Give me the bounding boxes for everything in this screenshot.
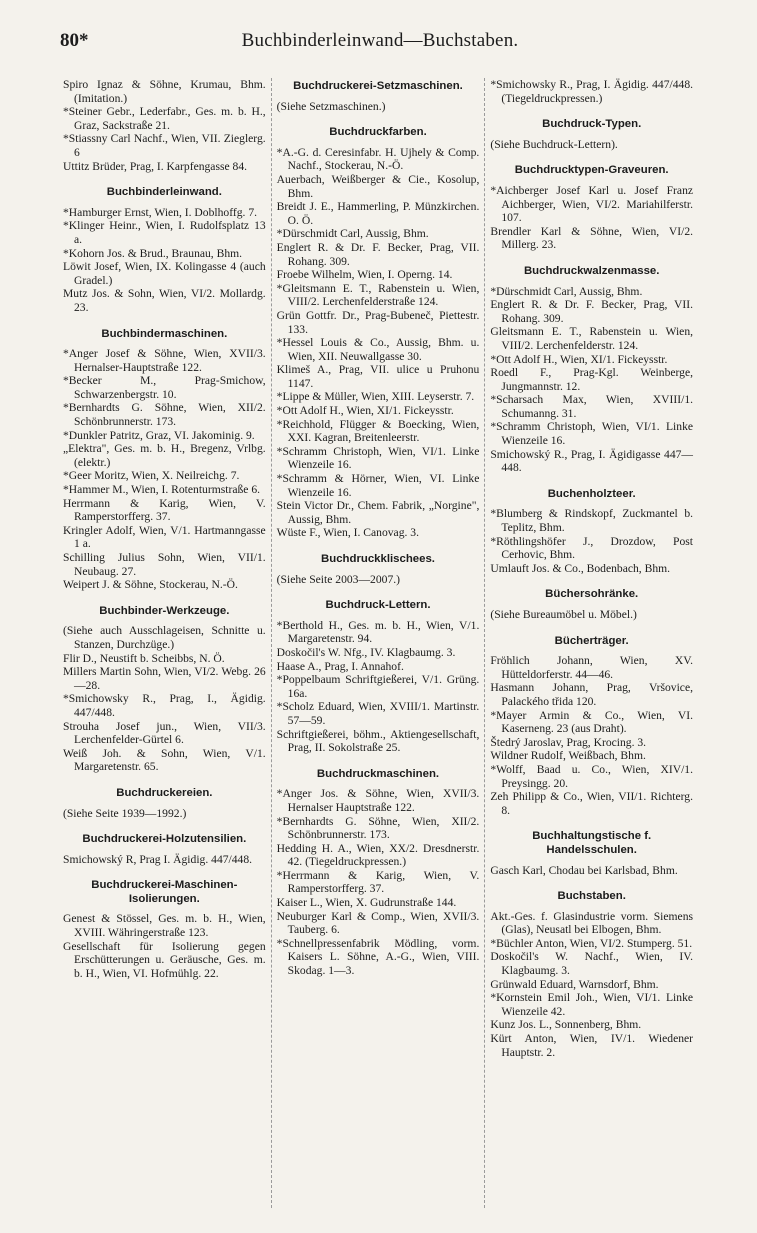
directory-entry: Brendler Karl & Söhne, Wien, VI/2. Millerg. 23. — [490, 224, 694, 252]
section-heading: Buchdruckerei-Maschinen-Isolierungen. — [91, 879, 238, 905]
section-heading: Buchbindermaschinen. — [101, 327, 228, 340]
directory-entry: *Dunkler Patritz, Graz, VI. Jakominig. 9. — [63, 428, 255, 442]
directory-entry: Umlauft Jos. & Co., Bodenbach, Bhm. — [490, 561, 671, 575]
directory-entry: Breidt J. E., Hammerling, P. Münzkirchen. O. Ö. — [276, 200, 480, 227]
directory-entry: *Reichhold, Flügger & Boecking, Wien, XXI. Kagran, Breitenleerstr. — [276, 417, 480, 445]
directory-entry: Klimeš A., Prag, VII. ulice u Pruhonu 1147. — [276, 363, 480, 390]
directory-entry: Doskočil's W. Nachf., Wien, IV. Klagbaumg. 3. — [490, 950, 694, 978]
directory-entry: Gasch Karl, Chodau bei Karlsbad, Bhm. — [490, 863, 678, 877]
directory-entry: *Berthold H., Ges. m. b. H., Wien, V/1. Margaretenstr. 94. — [276, 618, 480, 646]
directory-entry: *Schramm Christoph, Wien, VI/1. Linke Wienzeile 16. — [490, 420, 694, 448]
directory-entry: Genest & Stössel, Ges. m. b. H., Wien, XVIII. Währingerstraße 123. — [63, 912, 266, 940]
directory-entry: *Mayer Armin & Co., Wien, VI. Kaserneng. 23 (aus Draht). — [490, 708, 694, 736]
section-heading: Buchdrucktypen-Graveuren. — [514, 164, 669, 177]
section-heading: Bücherträger. — [554, 634, 629, 647]
column-right — [485, 78, 698, 1208]
directory-entry: *Hessel Louis & Co., Aussig, Bhm. u. Wien, XII. Neuwallgasse 30. — [276, 336, 480, 363]
directory-entry: Spiro Ignaz & Söhne, Krumau, Bhm. (Imitation.) — [63, 78, 266, 105]
directory-entry: Smichowský R., Prag, I. Ägidigasse 447—448. — [490, 447, 694, 475]
directory-entry: *Scholz Eduard, Wien, XVIII/1. Martinstr. 57—59. — [276, 700, 480, 727]
directory-entry: *Becker M., Prag-Smichow, Schwarzenbergstr. 10. — [63, 374, 266, 401]
section-heading: Buchstaben. — [557, 890, 626, 903]
directory-entry: Flir D., Neustift b. Scheibbs, N. Ö. — [63, 651, 225, 665]
directory-entry: *Schramm & Hörner, Wien, VI. Linke Wienzeile 16. — [276, 472, 480, 499]
running-title: Buchbinderleinwand—Buchstaben. — [241, 30, 519, 51]
section-heading: Buchdruck-Typen. — [542, 118, 642, 131]
directory-entry: Doskočil's W. Nfg., IV. Klagbaumg. 3. — [276, 645, 456, 659]
directory-entry: *Herrmann & Karig, Wien, V. Ramperstorfferg. 37. — [276, 868, 480, 896]
directory-entry: *Kornstein Emil Joh., Wien, VI/1. Linke Wienzeile 42. — [490, 991, 694, 1018]
directory-entry: Wüste F., Wien, I. Canovag. 3. — [276, 526, 419, 540]
directory-entry: *Büchler Anton, Wien, VI/2. Stumperg. 51. — [490, 936, 693, 950]
section-heading: Buchdruck-Lettern. — [325, 599, 431, 612]
directory-entry: *Geer Moritz, Wien, X. Neilreichg. 7. — [63, 469, 240, 483]
section-heading: Buchbinderleinwand. — [106, 186, 222, 199]
directory-entry: *Schramm Christoph, Wien, VI/1. Linke Wienzeile 16. — [276, 444, 480, 472]
directory-entry: Millers Martin Sohn, Wien, VI/2. Webg. 26—28. — [63, 665, 266, 692]
directory-entry: *Smichowsky R., Prag, I., Ägidig. 447/448. — [63, 692, 266, 719]
directory-entry: Kaiser L., Wien, X. Gudrunstraße 144. — [276, 896, 457, 910]
directory-entry: „Elektra", Ges. m. b. H., Bregenz, Vrlbg. (elektr.) — [63, 442, 266, 469]
directory-entry: *Gleitsmann E. T., Rabenstein u. Wien, VIII/2. Lerchenfelderstraße 124. — [276, 281, 480, 309]
section-heading: Buchdruckklischees. — [321, 553, 435, 565]
directory-entry: Smichowský R, Prag I. Ägidig. 447/448. — [63, 852, 253, 866]
directory-entry: Fröhlich Johann, Wien, XV. Hütteldorferstr. 44—46. — [490, 654, 694, 681]
directory-entry: Englert R. & Dr. F. Becker, Prag, VII. Rohang. 309. — [490, 298, 694, 325]
directory-entry: *Dürschmidt Carl, Aussig, Bhm. — [276, 227, 429, 241]
directory-entry: Štedrý Jaroslav, Prag, Krocing. 3. — [490, 735, 647, 749]
directory-entry: Wildner Rudolf, Weißbach, Bhm. — [490, 749, 646, 763]
directory-entry: Kunz Jos. L., Sonnenberg, Bhm. — [490, 1018, 642, 1032]
directory-entry: *Wolff, Baad u. Co., Wien, XIV/1. Preysingg. 20. — [490, 762, 694, 790]
page-number: 80* — [60, 30, 89, 51]
columns — [58, 78, 698, 1208]
directory-entry: *Bernhardts G. Söhne, Wien, XII/2. Schönbrunnerstr. 173. — [63, 401, 266, 429]
directory-entry: Hasmann Johann, Prag, Vršovice, Palackého třida 120. — [490, 681, 694, 708]
directory-entry: *Steiner Gebr., Lederfabr., Ges. m. b. H., Graz, Sackstraße 21. — [63, 105, 266, 132]
directory-entry: Kringler Adolf, Wien, V/1. Hartmanngasse 1 a. — [63, 523, 266, 551]
directory-entry: Mutz Jos. & Sohn, Wien, VI/2. Mollardg. 23. — [63, 287, 266, 314]
column-left — [58, 78, 271, 1208]
directory-entry: *Stiassny Carl Nachf., Wien, VII. Zieglerg. 6 — [63, 132, 266, 159]
section-heading: Buchdruckwalzenmasse. — [523, 264, 660, 277]
directory-entry: (Siehe Bureaumöbel u. Möbel.) — [490, 608, 637, 621]
directory-entry: *A.-G. d. Ceresinfabr. H. Ujhely & Comp. Nachf., Stockerau, N.-Ö. — [276, 145, 480, 173]
directory-entry: *Dürschmidt Carl, Aussig, Bhm. — [490, 284, 643, 298]
directory-entry: Stein Victor Dr., Chem. Fabrik, „Norgine", Aussig, Bhm. — [276, 499, 480, 526]
directory-entry: *Scharsach Max, Wien, XVIII/1. Schumanng. 31. — [490, 393, 694, 420]
section-heading: Büchersohränke. — [545, 588, 639, 601]
section-heading: Buchenholzteer. — [547, 487, 636, 500]
directory-entry: *Schnellpressenfabrik Mödling, vorm. Kaisers L. Söhne, A.-G., Wien, VIII. Skodag. 1—3. — [276, 936, 480, 978]
directory-entry: *Smichowsky R., Prag, I. Ägidig. 447/448. (Tiegeldruckpressen.) — [490, 78, 694, 105]
directory-entry: *Anger Josef & Söhne, Wien, XVII/3. Hernalser-Hauptstraße 122. — [63, 347, 266, 374]
directory-entry: Herrmann & Karig, Wien, V. Ramperstorfferg. 37. — [63, 496, 266, 524]
directory-entry: Hedding H. A., Wien, XX/2. Dresdnerstr. 42. (Tiegeldruckpressen.) — [276, 841, 480, 869]
directory-entry: Englert R. & Dr. F. Becker, Prag, VII. Rohang. 309. — [276, 240, 480, 268]
column-middle — [271, 78, 486, 1208]
directory-entry: Auerbach, Weißberger & Cie., Kosolup, Bhm. — [276, 172, 480, 200]
section-heading: Buchdruckfarben. — [329, 126, 427, 139]
directory-entry: Weipert J. & Söhne, Stockerau, N.-Ö. — [63, 578, 238, 592]
directory-entry: *Lippe & Müller, Wien, XIII. Leyserstr. 7. — [276, 390, 475, 404]
directory-entry: *Poppelbaum Schriftgießerei, V/1. Grüng. 16a. — [276, 673, 480, 700]
directory-entry: (Siehe Buchdruck-Lettern). — [490, 137, 618, 151]
directory-entry: Strouha Josef jun., Wien, VII/3. Lerchenfelder-Gürtel 6. — [63, 719, 266, 747]
directory-entry: *Hamburger Ernst, Wien, I. Doblhoffg. 7. — [63, 205, 258, 219]
section-heading: Buchdruckmaschinen. — [316, 767, 440, 780]
directory-entry: Grünwald Eduard, Warnsdorf, Bhm. — [490, 977, 659, 991]
section-heading: Buchdruckerei-Setzmaschinen. — [293, 80, 463, 92]
directory-entry: Weiß Joh. & Sohn, Wien, V/1. Margaretenstr. 65. — [63, 746, 266, 774]
page-header — [60, 30, 700, 58]
directory-entry: Schriftgießerei, böhm., Aktiengesellschaft, Prag, II. Sokolstraße 25. — [276, 727, 480, 755]
directory-entry: *Aichberger Josef Karl u. Josef Franz Aichberger, Wien, VI/2. Mariahilferstr. 107. — [490, 183, 694, 225]
directory-entry: Haase A., Prag, I. Annahof. — [276, 659, 404, 673]
directory-entry: Froebe Wilhelm, Wien, I. Operng. 14. — [276, 268, 453, 282]
directory-entry: (Siehe Seite 2003—2007.) — [276, 572, 400, 586]
directory-entry: *Röthlingshöfer J., Drozdow, Post Cerhovic, Bhm. — [490, 534, 694, 562]
directory-entry: *Blumberg & Rindskopf, Zuckmantel b. Teplitz, Bhm. — [490, 507, 694, 535]
directory-entry: Gesellschaft für Isolierung gegen Erschütterungen u. Geräusche, Ges. m. b. H., Wien, VI. Hofmühlg. 22. — [63, 939, 266, 980]
section-heading: Buchdruckerei-Holzutensilien. — [82, 833, 247, 846]
section-heading: Buchhaltungstische f. Handelsschulen. — [532, 830, 652, 856]
directory-entry: *Ott Adolf H., Wien, XI/1. Fickeysstr. — [490, 352, 668, 366]
directory-entry: *Hammer M., Wien, I. Rotenturmstraße 6. — [63, 483, 261, 497]
section-heading: Buchbinder-Werkzeuge. — [99, 604, 230, 617]
directory-entry: Gleitsmann E. T., Rabenstein u. Wien, VIII/2. Lerchenfelderstr. 124. — [490, 325, 694, 352]
directory-entry: Akt.-Ges. f. Glasindustrie vorm. Siemens (Glas), Neusatl bei Elbogen, Bhm. — [490, 909, 694, 937]
directory-entry: Kürt Anton, Wien, IV/1. Wiedener Hauptstr. 2. — [490, 1032, 694, 1059]
directory-entry: Schilling Julius Sohn, Wien, VII/1. Neubaug. 27. — [63, 551, 266, 578]
directory-entry: *Anger Jos. & Söhne, Wien, XVII/3. Hernalser Hauptstraße 122. — [276, 787, 480, 814]
directory-entry: Uttitz Brüder, Prag, I. Karpfengasse 84. — [63, 159, 248, 173]
directory-entry: *Bernhardts G. Söhne, Wien, XII/2. Schönbrunnerstr. 173. — [276, 814, 480, 842]
directory-entry: Roedl F., Prag-Kgl. Weinberge, Jungmannstr. 12. — [490, 366, 694, 393]
directory-entry: *Klinger Heinr., Wien, I. Rudolfsplatz 13 a. — [63, 219, 266, 246]
directory-entry: *Kohorn Jos. & Brud., Braunau, Bhm. — [63, 246, 243, 260]
directory-entry: Neuburger Karl & Comp., Wien, XVII/3. Tauberg. 6. — [276, 909, 480, 937]
directory-entry: *Ott Adolf H., Wien, XI/1. Fickeysstr. — [276, 404, 454, 418]
directory-entry: (Siehe Seite 1939—1992.) — [63, 806, 187, 820]
directory-entry: (Siehe Setzmaschinen.) — [276, 99, 386, 113]
directory-entry: Grün Gottfr. Dr., Prag-Bubeneč, Piettestr. 133. — [276, 308, 480, 336]
directory-entry: (Siehe auch Ausschlageisen, Schnitte u. Stanzen, Durchzüge.) — [63, 624, 266, 651]
directory-entry: Löwit Josef, Wien, IX. Kolingasse 4 (auch Gradel.) — [63, 260, 266, 287]
section-heading: Buchdruckereien. — [116, 786, 213, 799]
directory-entry: Zeh Philipp & Co., Wien, VII/1. Richterg. 8. — [490, 790, 694, 817]
